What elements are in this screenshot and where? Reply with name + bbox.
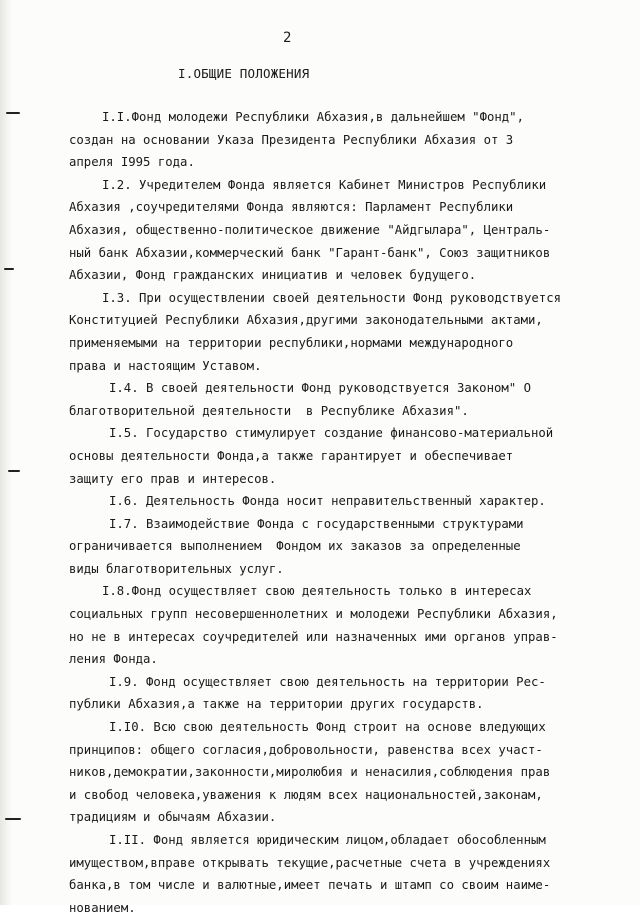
text-line: Конституцией Республики Абхазия,другими законодательными актами, xyxy=(69,313,543,328)
page-edge-shadow xyxy=(0,0,12,905)
text-line: I.8.Фонд осуществляет свою деятельность только в интересах xyxy=(102,584,532,599)
text-line: I.9. Фонд осуществляет свою деятельность на территории Рес- xyxy=(109,674,546,689)
text-line: применяемыми на территории республики,нормами международного xyxy=(69,335,514,350)
text-line: апреля I995 года. xyxy=(69,155,195,170)
text-line: I.2. Учредителем Фонда является Кабинет Министров Республики xyxy=(102,177,547,192)
document-body xyxy=(69,106,599,919)
text-line: Абхазии, Фонд гражданских инициатив и человек будущего. xyxy=(69,268,477,283)
text-line: традициям и обычаям Абхазии. xyxy=(69,810,277,825)
text-line: основы деятельности Фонда,а также гарантирует и обеспечивает xyxy=(69,448,514,463)
text-line: I.II. Фонд является юридическим лицом,обладает обособленным xyxy=(109,833,546,847)
text-line: благотворительной деятельности в Республике Абхазия". xyxy=(69,403,469,418)
paragraph xyxy=(69,377,599,422)
text-line: но не в интересах соучредителей или назначенных ими органов управ- xyxy=(69,629,558,644)
paragraph xyxy=(69,490,599,513)
text-line: создан на основании Указа Президента Республики Абхазия от 3 xyxy=(69,132,514,147)
text-line: Абхазия ,соучредителями Фонда являются: Парламент Республики xyxy=(69,200,514,215)
paragraph xyxy=(69,106,599,174)
text-line: публики Абхазия,а также на территории других государств. xyxy=(69,697,484,712)
paragraph xyxy=(69,671,599,716)
scan-mark xyxy=(6,112,20,114)
text-line: и свобод человека,уважения к людям всех национальностей,законам, xyxy=(69,787,543,802)
text-line: I.3. При осуществлении своей деятельности Фонд руководствуется xyxy=(102,290,562,305)
text-line: ный банк Абхазии,коммерческий банк "Гарант-банк", Союз защитников xyxy=(69,245,551,260)
scan-mark xyxy=(5,818,21,820)
text-line: виды благотворительных услуг. xyxy=(69,561,284,576)
paragraph xyxy=(69,174,599,287)
page-number: 2 xyxy=(283,30,292,46)
paragraph xyxy=(69,829,599,919)
text-line: I.4. В своей деятельности Фонд руководствуется Законом" О xyxy=(109,381,531,396)
text-line: ления Фонда. xyxy=(69,652,158,667)
text-line: Абхазия, общественно-политическое движение "Айдгылара", Централь- xyxy=(69,222,551,237)
text-line: ников,демократии,законности,миролюбия и ненасилия,соблюдения прав xyxy=(69,765,551,780)
text-line: I.I0. Всю свою деятельность Фонд строит на основе вледующих xyxy=(109,720,546,735)
paragraph xyxy=(69,580,599,670)
text-line: принципов: общего согласия,добровольности, равенства всех участ- xyxy=(69,742,543,757)
text-line: I.7. Взаимодействие Фонда с государственными структурами xyxy=(109,516,524,531)
text-line: имуществом,вправе открывать текущие,расчетные счета в учреждениях xyxy=(69,855,551,870)
text-line: I.6. Деятельность Фонда носит неправительственный характер. xyxy=(109,494,546,509)
paragraph xyxy=(69,287,599,377)
section-title: I.ОБЩИЕ ПОЛОЖЕНИЯ xyxy=(178,66,310,81)
paragraph xyxy=(69,513,599,581)
text-line: I.5. Государство стимулирует создание финансово-материальной xyxy=(109,426,554,441)
text-line: защиту его прав и интересов. xyxy=(69,471,277,486)
paragraph xyxy=(69,716,599,829)
paragraph xyxy=(69,422,599,490)
scan-mark xyxy=(4,268,14,270)
text-line: права и настоящим Уставом. xyxy=(69,358,262,373)
text-line: социальных групп несовершеннолетних и молодежи Республики Абхазия, xyxy=(69,607,558,622)
text-line: банка,в том числе и валютные,имеет печать и штамп со своим наиме- xyxy=(69,878,551,893)
text-line: I.I.Фонд молодежи Республики Абхазия,в дальнейшем "Фонд", xyxy=(102,110,524,124)
scan-mark xyxy=(8,470,20,472)
text-line: нованием. xyxy=(69,900,136,915)
text-line: ограничивается выполнением Фондом их заказов за определенные xyxy=(69,539,521,554)
